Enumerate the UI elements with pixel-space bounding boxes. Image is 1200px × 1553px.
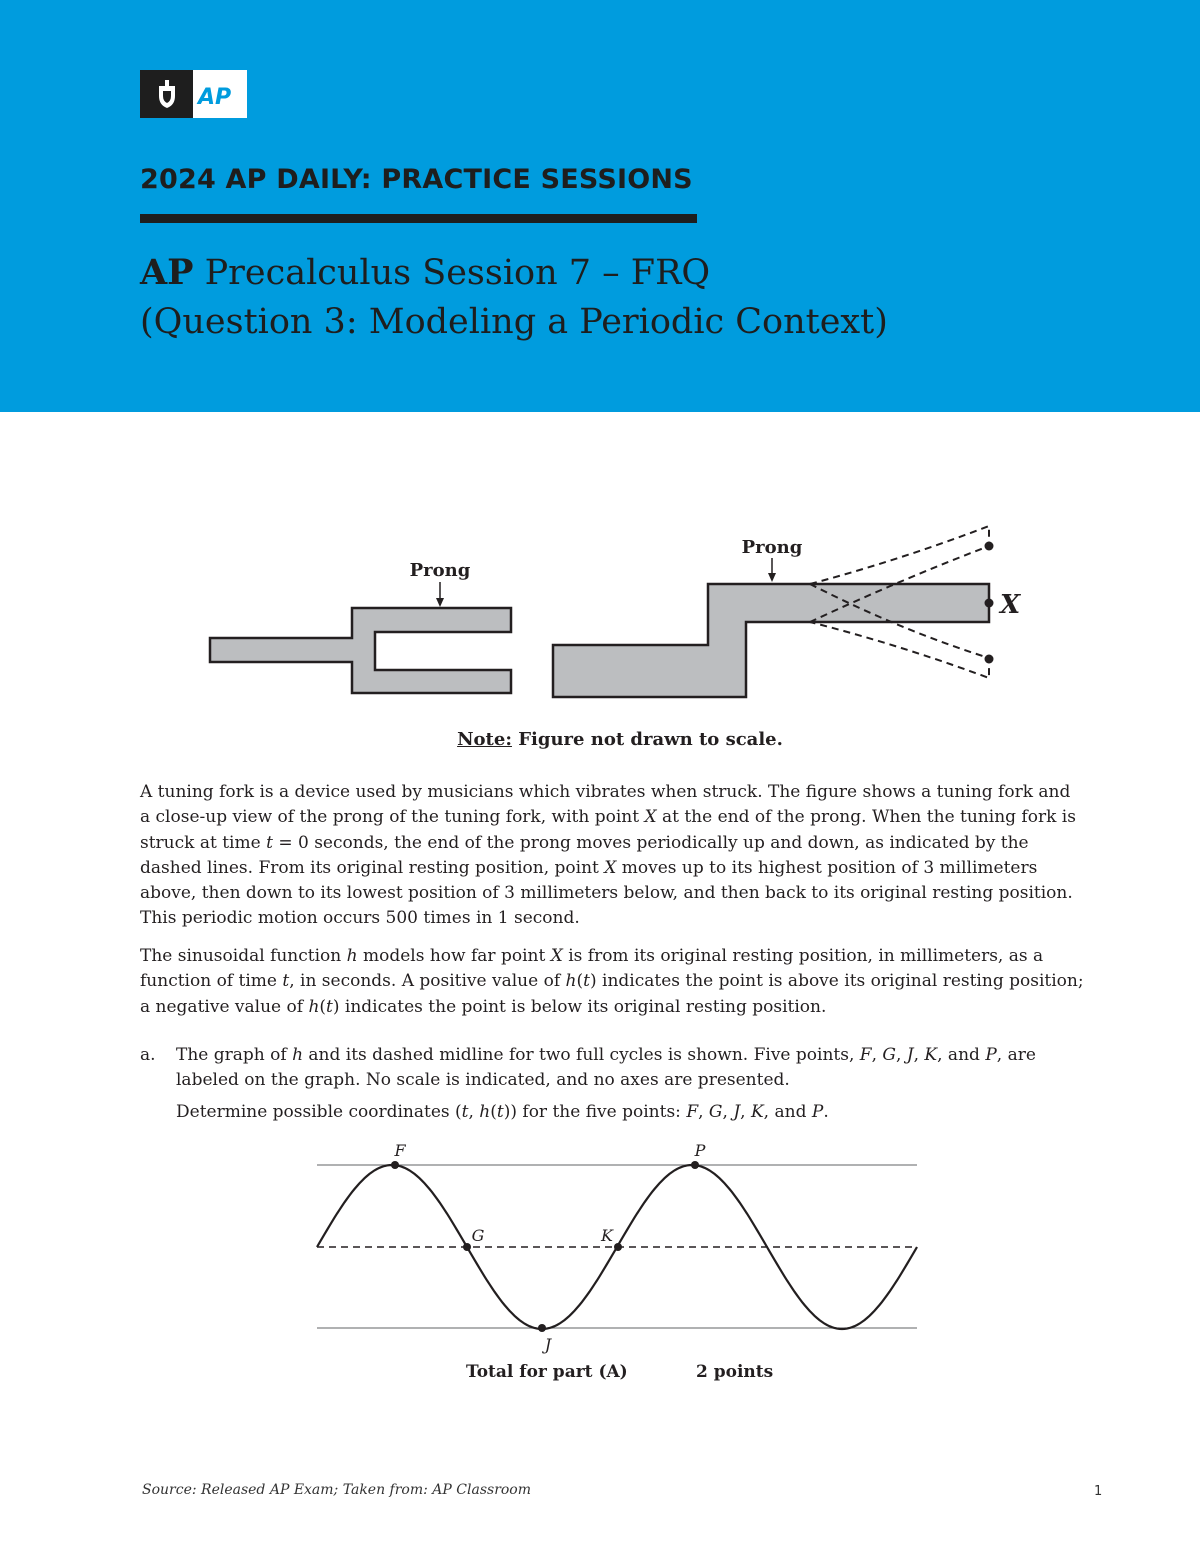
prong-closeup <box>553 584 989 697</box>
point-x <box>985 599 994 608</box>
part-a-task: Determine possible coordinates (t, h(t)) for the five points: F, G, J, K, and P. <box>176 1101 829 1122</box>
note-rest: Figure not drawn to scale. <box>511 729 783 750</box>
page-title-line1 <box>140 252 710 293</box>
point-x-top <box>985 542 994 551</box>
page-title-line2: (Question 3: Modeling a Periodic Context) <box>140 302 888 342</box>
point-f <box>391 1161 399 1169</box>
label-j: J <box>544 1335 552 1354</box>
series-title: 2024 AP DAILY: PRACTICE SESSIONS <box>140 164 693 195</box>
title-rest: Precalculus Session 7 – FRQ <box>193 253 711 293</box>
part-a-prompt: The graph of h and its dashed midline for two full cycles is shown. Five points, F, G, J, K, and P, are labeled on the graph. No scale is indicated, and no axes are presented. <box>176 1045 1036 1091</box>
paragraph-intro: A tuning fork is a device used by musicians which vibrates when struck. The figure shows a tuning fork and a close-up view of the prong of the tuning fork, with point X at the end of the prong. When the tuning fork is struck at time t = 0 seconds, the end of the prong moves periodically up and down, as indicated by the dashed lines. From its original resting position, point X moves up to its highest position of 3 millimeters above, then down to its lowest position of 3 millimeters below, and then back to its original resting position. This periodic motion occurs 500 times in 1 second. <box>140 782 1076 929</box>
prong-label-right: Prong <box>741 537 803 558</box>
sinusoid-graph <box>310 1138 925 1363</box>
point-g <box>463 1243 471 1251</box>
paragraph-function: The sinusoidal function h models how far point X is from its original resting position, in millimeters, as a function of time t, in seconds. A positive value of h(t) indicates the point is above its original resting position; a negative value of h(t) indicates the point is below its original resting position. <box>140 946 1084 1017</box>
prong-label-left: Prong <box>409 560 471 581</box>
tuning-fork-figure <box>200 520 1040 705</box>
part-a-label: a. <box>140 1045 156 1065</box>
point-k <box>614 1243 622 1251</box>
points-value: 2 points <box>696 1362 774 1382</box>
note-lead: Note: <box>457 729 512 750</box>
label-p: P <box>694 1141 706 1160</box>
point-x-bottom <box>985 655 994 664</box>
title-ap: AP <box>140 252 194 293</box>
part-a <box>140 1043 1085 1125</box>
header-banner <box>0 0 1200 412</box>
point-p <box>691 1161 699 1169</box>
point-x-label: X <box>1000 590 1021 620</box>
label-k: K <box>601 1226 613 1245</box>
tuning-fork-full <box>210 608 511 693</box>
college-board-ap-logo <box>140 70 247 118</box>
source-note: Source: Released AP Exam; Taken from: AP Classroom <box>142 1482 532 1498</box>
label-f: F <box>394 1141 406 1160</box>
ap-logo-text: AP <box>198 85 232 110</box>
point-j <box>538 1324 546 1332</box>
page-number: 1 <box>1094 1484 1103 1499</box>
total-label: Total for part (A) <box>466 1362 628 1382</box>
title-divider <box>140 214 697 223</box>
label-g: G <box>471 1226 485 1245</box>
figure-note <box>0 729 1200 750</box>
